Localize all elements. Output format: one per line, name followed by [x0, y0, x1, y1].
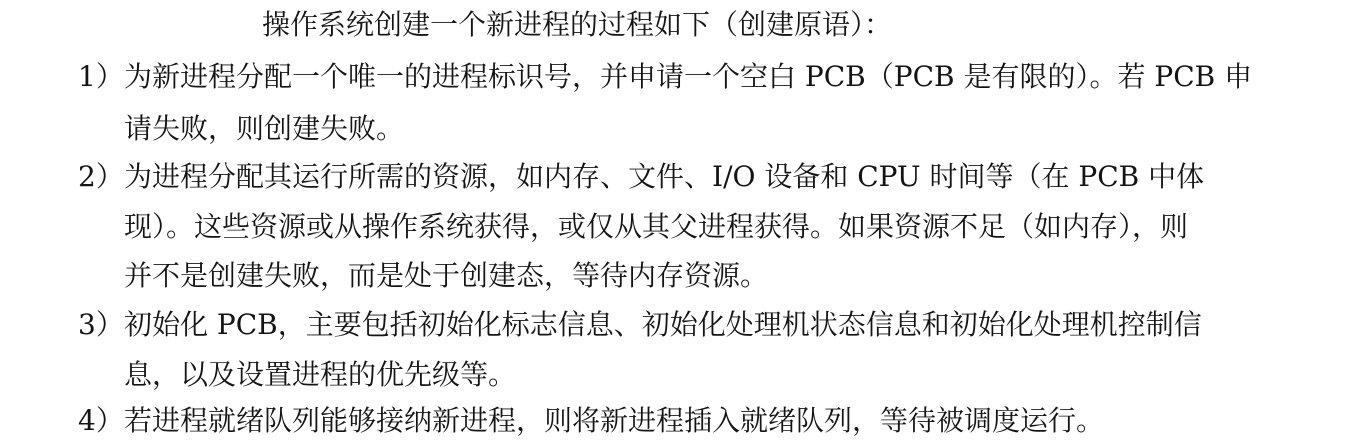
item-number: 3）: [78, 308, 124, 341]
item-number: 4）: [78, 404, 124, 437]
item-3-line-2: 息，以及设置进程的优先级等。: [124, 358, 517, 391]
item-4-line-1: 若进程就绪队列能够接纳新进程，则将新进程插入就绪队列，等待被调度运行。: [124, 404, 1105, 437]
item-2-line-3: 并不是创建失败，而是处于创建态，等待内存资源。: [124, 259, 769, 292]
item-number: 1）: [78, 60, 124, 93]
item-2-line-2: 现）。这些资源或从操作系统获得，或仅从其父进程获得。如果资源不足（如内存），则: [124, 210, 1189, 243]
item-1-line-1: 为新进程分配一个唯一的进程标识号，并申请一个空白 PCB（PCB 是有限的）。若 PCB 申: [124, 60, 1253, 93]
item-1-line-2: 请失败，则创建失败。: [124, 112, 405, 145]
item-3-line-1: 初始化 PCB，主要包括初始化标志信息、初始化处理机状态信息和初始化处理机控制信: [124, 308, 1202, 341]
item-number: 2）: [78, 160, 124, 193]
item-2-line-1: 为进程分配其运行所需的资源，如内存、文件、I/O 设备和 CPU 时间等（在 PCB 中体: [124, 160, 1205, 193]
intro-heading: 操作系统创建一个新进程的过程如下（创建原语）：: [262, 8, 893, 41]
